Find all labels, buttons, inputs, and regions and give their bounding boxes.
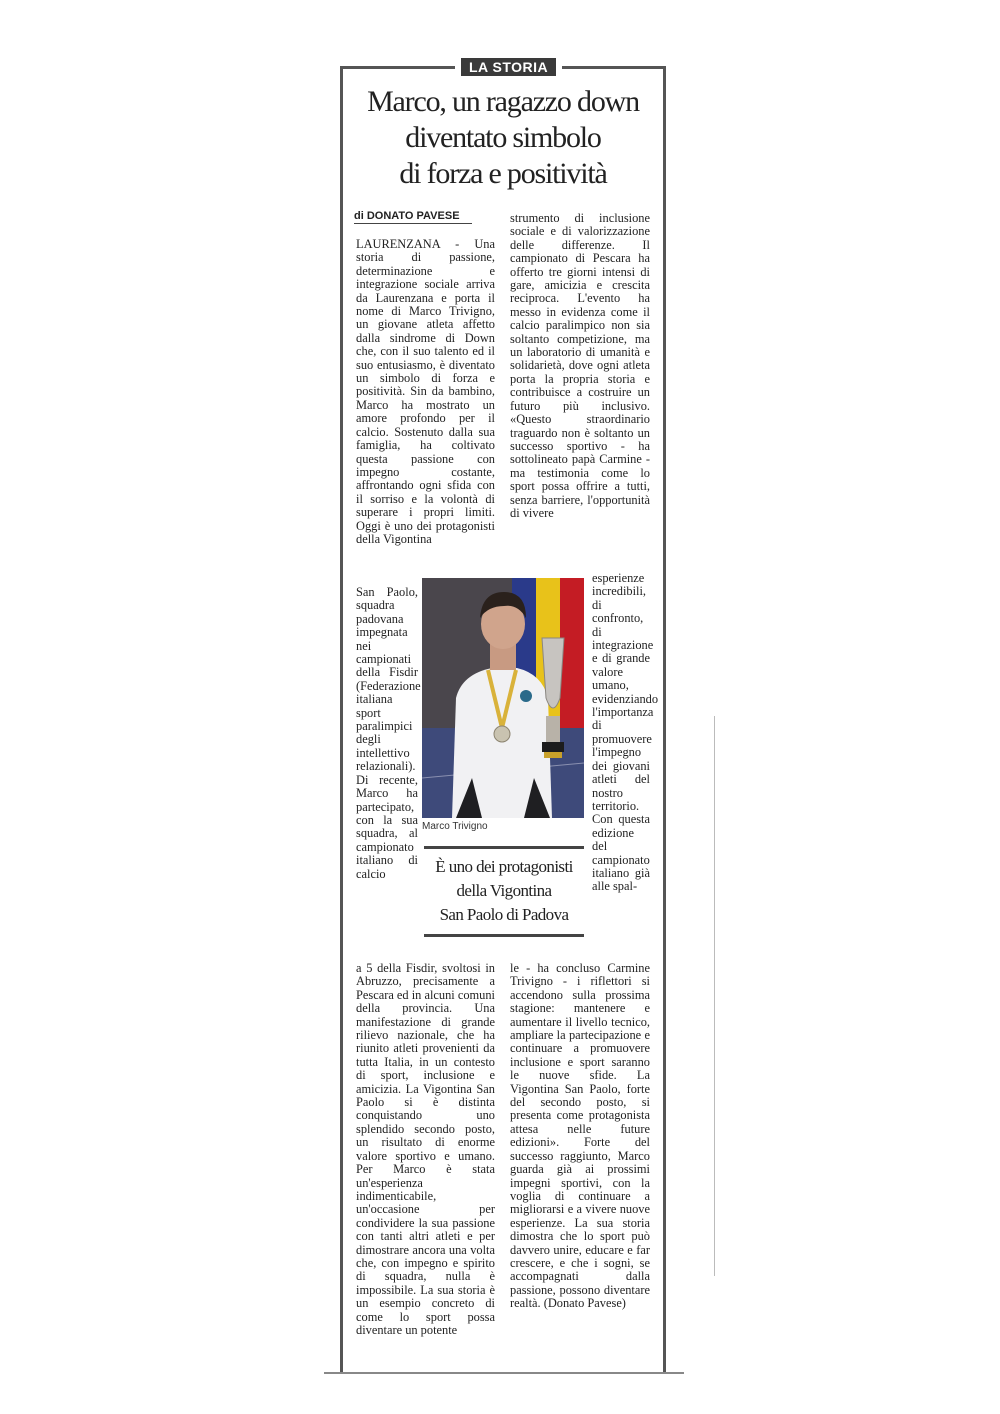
frame-right-rule — [663, 66, 666, 1374]
body-column-right-narrow — [592, 571, 659, 894]
headline — [346, 84, 660, 192]
frame-bottom-rule — [324, 1372, 684, 1374]
body-text: esperienze incredibili, di confronto, di integrazione e di grande valore umano, evidenziando l'importanza di promuovere l'impegno dei giovani atleti del nostro territorio. Con questa edizione del campionato italiano già alle spal- — [592, 571, 659, 894]
byline: di DONATO PAVESE — [354, 210, 472, 224]
scan-edge-line — [714, 716, 715, 1276]
article-clipping — [340, 59, 666, 1374]
body-column-right-bottom — [510, 962, 650, 1311]
body-text: strumento di inclusione sociale e di valorizzazione delle differenze. Il campionato di Pescara ha offerto tre giorni intensi di gare, amicizia e crescita reciproca. L'evento ha messo in evidenza come il calcio paralimpico non sia soltanto competizione, ma un laboratorio di umanità e solidarietà, dove ogni atleta porta la propria storia e contribuisce a costruire un futuro più inclusivo. «Questo straordinario traguardo non è soltanto un successo sportivo - ha sottolineato papà Carmine - ma testimonia come lo sport possa offrire a tutti, senza barriere, l'opportunità di vivere — [510, 211, 650, 520]
body-column-left-narrow — [356, 585, 421, 881]
body-text: le - ha concluso Carmine Trivigno - i riflettori si accendono sulla prossima stagione: mantenere e aumentare il livello tecnico, ampliare la partecipazione e continuare a promuovere inclusione e sport saranno le nuove sfide. La Vigontina San Paolo, forte del secondo posto, si presenta come protagonista attesa nelle future edizioni». Forte del successo raggiunto, Marco guarda già ai prossimi impegni sportivi, con la voglia di continuare a migliorarsi e a vivere nuove esperienze. La sua storia dimostra che lo sport può davvero unire, educare e far crescere, e che i sogni, se accompagnati dalla passione, possono diventare realtà. (Donato Pavese) — [510, 961, 650, 1311]
pull-quote-line-1: È uno dei protagonisti — [435, 857, 573, 876]
body-column-left-bottom — [356, 962, 495, 1337]
headline-line-3: di forza e positività — [399, 157, 607, 190]
body-text: San Paolo, squadra padovana impegnata nei campionati della Fisdir (Federazione italiana sport paralimpici degli intellettivo relazionali). Di recente, Marco ha partecipato, con la sua squadra, al campionato italiano di calcio — [356, 585, 421, 881]
athlete-photo — [422, 578, 584, 818]
pull-quote-line-3: San Paolo di Padova — [439, 905, 569, 924]
athlete-photo-illustration — [422, 578, 584, 818]
frame-left-rule — [340, 66, 343, 1374]
body-text: LAURENZANA - Una storia di passione, determinazione e integrazione sociale arriva da Laurenzana e porta il nome di Marco Trivigno, un giovane atleta affetto dalla sindrome di Down che, con il suo talento ed il suo entusiasmo, è diventato un simbolo di forza e positività. Sin da bambino, Marco ha mostrato un amore profondo per il calcio. Sostenuto dalla sua famiglia, ha coltivato questa passione con impegno costante, affrontando ogni sfida con il sorriso e la volontà di superare i propri limiti. Oggi è uno dei protagonisti della Vigontina — [356, 237, 495, 546]
body-column-right-top — [510, 212, 650, 520]
pull-quote — [424, 846, 584, 937]
body-text: a 5 della Fisdir, svoltosi in Abruzzo, precisamente a Pescara ed in alcuni comuni della provincia. Una manifestazione di grande rilievo nazionale, che ha riunito atleti provenienti da tutta Italia, in un contesto di sport, inclusione e amicizia. La Vigontina San Paolo si è distinta conquistando uno splendido secondo posto, un risultato di enorme valore sportivo e umano. Per Marco è stata un'esperienza indimenticabile, un'occasione per condividere la sua passione con tanti altri atleti e per dimostrare ancora una volta che, con impegno e spirito di squadra, nulla è impossibile. La sua storia è un esempio concreto di come lo sport possa diventare un potente — [356, 961, 496, 1337]
body-column-left-top — [356, 238, 495, 546]
headline-line-2: diventato simbolo — [405, 121, 601, 154]
section-tag: LA STORIA — [455, 58, 562, 76]
photo-caption: Marco Trivigno — [422, 821, 488, 832]
headline-line-1: Marco, un ragazzo down — [367, 85, 639, 118]
pull-quote-line-2: della Vigontina — [456, 881, 552, 900]
